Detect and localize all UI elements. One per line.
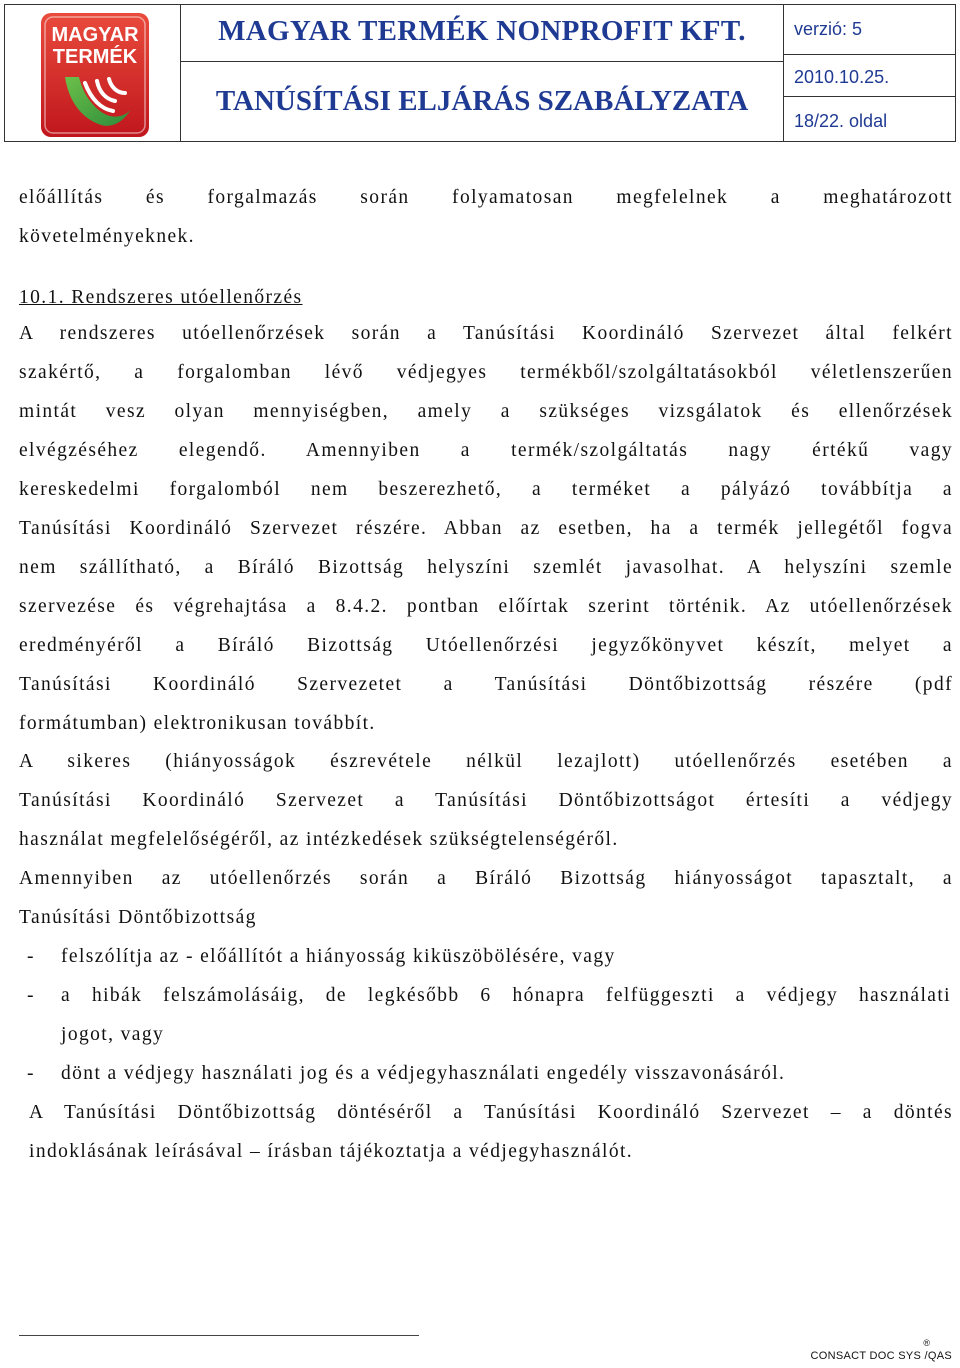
version-label: verzió: 5	[794, 19, 863, 39]
paragraph-4	[19, 1093, 953, 1171]
text-line: előállítás és forgalmazás során folyamatosan megfelelnek a meghatározott	[19, 187, 953, 208]
intro-paragraph	[19, 178, 953, 256]
document-title: TANÚSÍTÁSI ELJÁRÁS SZABÁLYZATA	[215, 85, 749, 117]
text-line: felszólítja az - előállítót a hiányosság kiküszöbölésére, vagy	[61, 946, 616, 967]
paragraph-2	[19, 742, 953, 859]
date-row	[784, 55, 955, 97]
bullet-text	[61, 976, 951, 1054]
text-line: A Tanúsítási Döntőbizottság döntéséről a Tanúsítási Koordináló Szervezet – a döntés	[29, 1102, 953, 1123]
registered-mark: ®	[923, 1338, 930, 1348]
text-line: eredményéről a Bíráló Bizottság Utóellenőrzési jegyzőkönyvet készít, melyet a	[19, 635, 953, 656]
text-line: jogot, vagy	[61, 1024, 165, 1045]
text-line: elvégzéséhez elegendő. Amennyiben a termék/szolgáltatás nagy értékű vagy	[19, 440, 953, 461]
text-line: A rendszeres utóellenőrzések során a Tanúsítási Koordináló Szervezet által felkért	[19, 323, 953, 344]
logo-text-line1: MAGYAR	[51, 24, 139, 46]
company-row	[181, 5, 783, 62]
text-line: nem szállítható, a Bíráló Bizottság helyszíni szemlét javasolhat. A helyszíni szemle	[19, 557, 953, 578]
bullet-text	[61, 937, 951, 976]
logo-icon	[39, 11, 151, 139]
text-line: Amennyiben az utóellenőrzés során a Bíráló Bizottság hiányosságot tapasztalt, a	[19, 868, 953, 889]
text-line: kereskedelmi forgalomból nem beszerezhető, a terméket a pályázó továbbítja a	[19, 479, 953, 500]
magyar-termek-logo	[39, 11, 151, 139]
logo-cell	[5, 5, 181, 141]
date-label: 2010.10.25.	[794, 67, 890, 87]
text-line: mintát vesz olyan mennyiségben, amely a szükséges vizsgálatok és ellenőrzések	[19, 401, 953, 422]
footer-label: CONSACT DOC SYS /QAS	[810, 1350, 952, 1362]
text-line: Tanúsítási Koordináló Szervezetet a Tanúsítási Döntőbizottság részére (pdf	[19, 674, 953, 695]
text-line: a hibák felszámolásáig, de legkésőbb 6 hónapra felfüggeszti a védjegy használati	[61, 985, 951, 1006]
text-line: szervezése és végrehajtása a 8.4.2. pontban előírtak szerint történik. Az utóellenőrzések	[19, 596, 953, 617]
text-line: indoklásának leírásával – írásban tájékoztatja a védjegyhasználót.	[29, 1141, 634, 1162]
section-heading	[19, 278, 953, 317]
version-row	[784, 5, 955, 55]
page-number: 18/22. oldal	[794, 111, 888, 131]
text-line: A sikeres (hiányosságok észrevétele nélkül lezajlott) utóellenőrzés esetében a	[19, 751, 953, 772]
title-cell	[181, 5, 784, 141]
text-line: Tanúsítási Koordináló Szervezet részére. Abban az esetben, ha a termék jellegétől fogva	[19, 518, 953, 539]
bullet-dash: -	[27, 946, 35, 967]
document-header	[4, 4, 956, 142]
bullet-dash: -	[27, 985, 35, 1006]
page-row	[784, 97, 955, 141]
text-line: formátumban) elektronikusan továbbít.	[19, 713, 376, 734]
section-title: 10.1. Rendszeres utóellenőrzés	[19, 287, 303, 308]
paragraph-3	[19, 859, 953, 937]
text-line: Tanúsítási Döntőbizottság	[19, 907, 257, 928]
logo-text-line2: TERMÉK	[52, 46, 138, 68]
bullet-text	[61, 1054, 951, 1093]
text-line: követelményeknek.	[19, 226, 195, 247]
text-line: használat megfelelőségéről, az intézkedések szükségtelenségéről.	[19, 829, 619, 850]
text-line: szakértő, a forgalomban lévő védjegyes termékből/szolgáltatásokból véletlenszerűen	[19, 362, 953, 383]
company-name: MAGYAR TERMÉK NONPROFIT KFT.	[218, 15, 746, 47]
meta-cell	[784, 5, 955, 141]
paragraph-1	[19, 314, 953, 743]
bullet-dash: -	[27, 1063, 35, 1084]
footer-divider	[19, 1335, 419, 1336]
text-line: dönt a védjegy használati jog és a védjegyhasználati engedély visszavonásáról.	[61, 1063, 786, 1084]
text-line: Tanúsítási Koordináló Szervezet a Tanúsítási Döntőbizottságot értesíti a védjegy	[19, 790, 953, 811]
